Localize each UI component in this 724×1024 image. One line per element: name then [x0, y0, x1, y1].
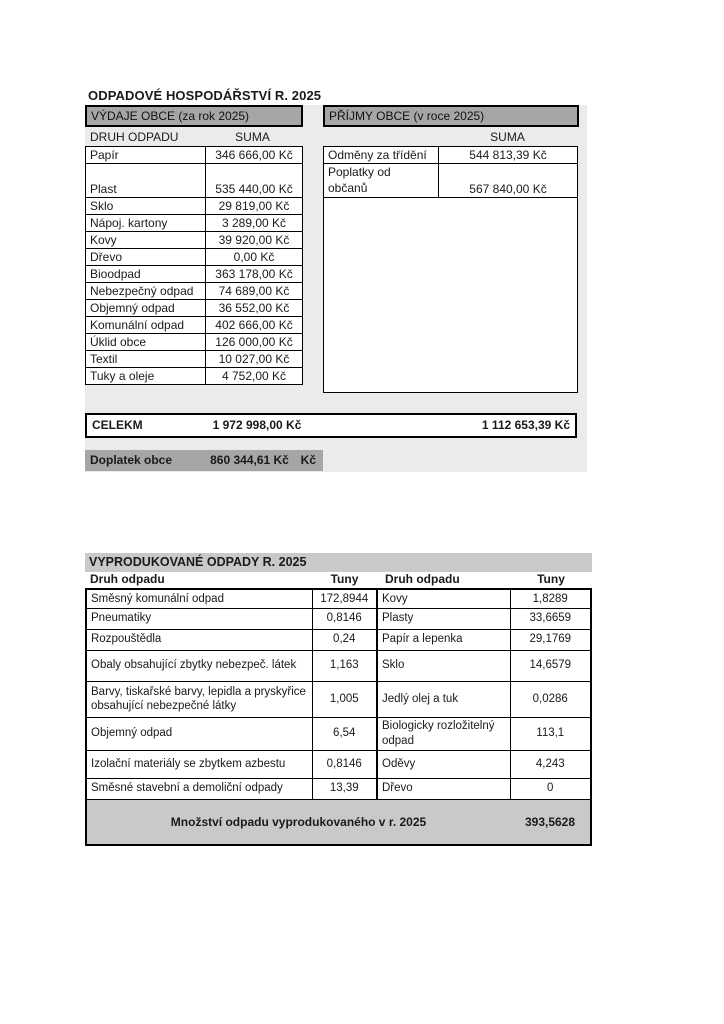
waste-type-cell: Směsný komunální odpad: [87, 590, 312, 608]
tons-cell: 0: [510, 778, 590, 799]
produced-total-value: 393,5628: [524, 814, 576, 829]
balance-currency: Kč: [300, 453, 316, 467]
table-row: [86, 198, 303, 215]
income-type-cell: Odměny za třídění: [324, 147, 439, 164]
waste-type-cell: Nápoj. kartony: [86, 215, 206, 232]
table-row: [86, 147, 303, 164]
totals-label: CELEKM: [92, 418, 143, 432]
totals-expenses-value: 1 972 998,00 Kč: [212, 418, 302, 432]
waste-type-cell: Kovy: [86, 232, 206, 249]
waste-type-cell: Komunální odpad: [86, 317, 206, 334]
page-title: ODPADOVÉ HOSPODÁŘSTVÍ R. 2025: [88, 88, 322, 103]
table-row: [87, 750, 590, 778]
table-row: [324, 147, 578, 164]
amount-cell: 3 289,00 Kč: [206, 215, 303, 232]
empty-cell: [324, 198, 578, 393]
table-row: [86, 300, 303, 317]
tons-cell: 172,8944: [312, 590, 377, 608]
income-header-label: PŘÍJMY OBCE (v roce 2025): [329, 109, 485, 123]
produced-table: [87, 590, 590, 800]
tons-cell: 1,8289: [510, 590, 590, 608]
amount-cell: 4 752,00 Kč: [206, 368, 303, 385]
amount-cell: 544 813,39 Kč: [439, 147, 578, 164]
table-row: [86, 317, 303, 334]
produced-total-row: [87, 800, 590, 844]
amount-cell: 126 000,00 Kč: [206, 334, 303, 351]
tons-cell: 0,0286: [510, 681, 590, 717]
amount-cell: 363 178,00 Kč: [206, 266, 303, 283]
table-row: [324, 164, 578, 198]
expenses-header-bar: [85, 105, 303, 127]
table-row: [86, 215, 303, 232]
expenses-col-sum-header: SUMA: [235, 130, 270, 144]
amount-cell: 29 819,00 Kč: [206, 198, 303, 215]
waste-type-cell: Dřevo: [377, 778, 510, 799]
waste-type-cell: Pneumatiky: [87, 608, 312, 629]
waste-type-cell: Jedlý olej a tuk: [377, 681, 510, 717]
waste-type-cell: Bioodpad: [86, 266, 206, 283]
tons-cell: 4,243: [510, 750, 590, 778]
waste-type-cell: Papír a lepenka: [377, 629, 510, 650]
produced-total-label: Množství odpadu vyprodukovaného v r. 2025: [170, 814, 427, 829]
table-row: [86, 232, 303, 249]
waste-type-cell: Oděvy: [377, 750, 510, 778]
tons-cell: 1,163: [312, 650, 377, 681]
amount-cell: 74 689,00 Kč: [206, 283, 303, 300]
income-col-sum-header: SUMA: [490, 130, 525, 144]
tons-cell: 33,6659: [510, 608, 590, 629]
table-row: [87, 717, 590, 750]
table-row: [86, 334, 303, 351]
totals-income-value: 1 112 653,39 Kč: [481, 418, 570, 432]
tons-cell: 29,1769: [510, 629, 590, 650]
waste-type-cell: Textil: [86, 351, 206, 368]
produced-col-type-right-header: Druh odpadu: [385, 572, 460, 586]
tons-cell: 14,6579: [510, 650, 590, 681]
expenses-col-type-header: DRUH ODPADU: [90, 130, 179, 144]
tons-cell: 0,8146: [312, 750, 377, 778]
waste-type-cell: Dřevo: [86, 249, 206, 266]
table-row: [86, 351, 303, 368]
waste-type-cell: Úklid obce: [86, 334, 206, 351]
waste-type-cell: Sklo: [86, 198, 206, 215]
balance-value: 860 344,61 Kč: [210, 453, 289, 467]
produced-table-box: [85, 588, 592, 846]
table-row: [86, 368, 303, 385]
waste-type-cell: Tuky a oleje: [86, 368, 206, 385]
waste-type-cell: Plasty: [377, 608, 510, 629]
waste-type-cell: Biologicky rozložitelný odpad: [377, 717, 510, 750]
table-row: [87, 681, 590, 717]
income-type-label: Poplatky od občanů: [328, 164, 391, 195]
waste-type-cell: Rozpouštědla: [87, 629, 312, 650]
tons-cell: 0,24: [312, 629, 377, 650]
tons-cell: 113,1: [510, 717, 590, 750]
income-table: [323, 146, 578, 393]
tons-cell: 6,54: [312, 717, 377, 750]
tons-cell: 0,8146: [312, 608, 377, 629]
waste-type-cell: Nebezpečný odpad: [86, 283, 206, 300]
table-row: [87, 590, 590, 608]
amount-cell: 535 440,00 Kč: [206, 164, 303, 198]
tons-cell: 1,005: [312, 681, 377, 717]
waste-type-cell: Obaly obsahující zbytky nebezpeč. látek: [87, 650, 312, 681]
waste-type-cell: Kovy: [377, 590, 510, 608]
amount-cell: 346 666,00 Kč: [206, 147, 303, 164]
amount-cell: 567 840,00 Kč: [439, 164, 578, 198]
tons-cell: 13,39: [312, 778, 377, 799]
table-row: [86, 164, 303, 198]
expenses-header-label: VÝDAJE OBCE (za rok 2025): [91, 109, 250, 123]
table-row: [324, 198, 578, 393]
produced-col-tons-left-header: Tuny: [330, 572, 359, 586]
expenses-table: [85, 146, 303, 385]
waste-type-cell: Izolační materiály se zbytkem azbestu: [87, 750, 312, 778]
amount-cell: 36 552,00 Kč: [206, 300, 303, 317]
amount-cell: 0,00 Kč: [206, 249, 303, 266]
balance-label: Doplatek obce: [90, 453, 173, 467]
amount-cell: 39 920,00 Kč: [206, 232, 303, 249]
produced-section-header: VYPRODUKOVANÉ ODPADY R. 2025: [85, 553, 592, 572]
waste-type-cell: Papír: [86, 147, 206, 164]
balance-row: [85, 450, 323, 471]
amount-cell: 10 027,00 Kč: [206, 351, 303, 368]
waste-type-cell: Objemný odpad: [86, 300, 206, 317]
waste-type-cell: Objemný odpad: [87, 717, 312, 750]
table-row: [87, 608, 590, 629]
produced-col-tons-right-header: Tuny: [537, 572, 565, 586]
totals-row: [85, 413, 577, 438]
table-row: [86, 266, 303, 283]
table-row: [86, 283, 303, 300]
income-type-cell: [324, 164, 439, 198]
produced-col-type-left-header: Druh odpadu: [90, 572, 165, 586]
waste-type-cell: Sklo: [377, 650, 510, 681]
table-row: [87, 629, 590, 650]
income-header-bar: [323, 105, 579, 127]
table-row: [87, 778, 590, 799]
table-row: [87, 650, 590, 681]
waste-type-cell: Barvy, tiskařské barvy, lepidla a pryskyřice obsahující nebezpečné látky: [87, 681, 312, 717]
waste-type-cell: Plast: [86, 164, 206, 198]
amount-cell: 402 666,00 Kč: [206, 317, 303, 334]
table-row: [86, 249, 303, 266]
waste-type-cell: Směsné stavební a demoliční odpady: [87, 778, 312, 799]
